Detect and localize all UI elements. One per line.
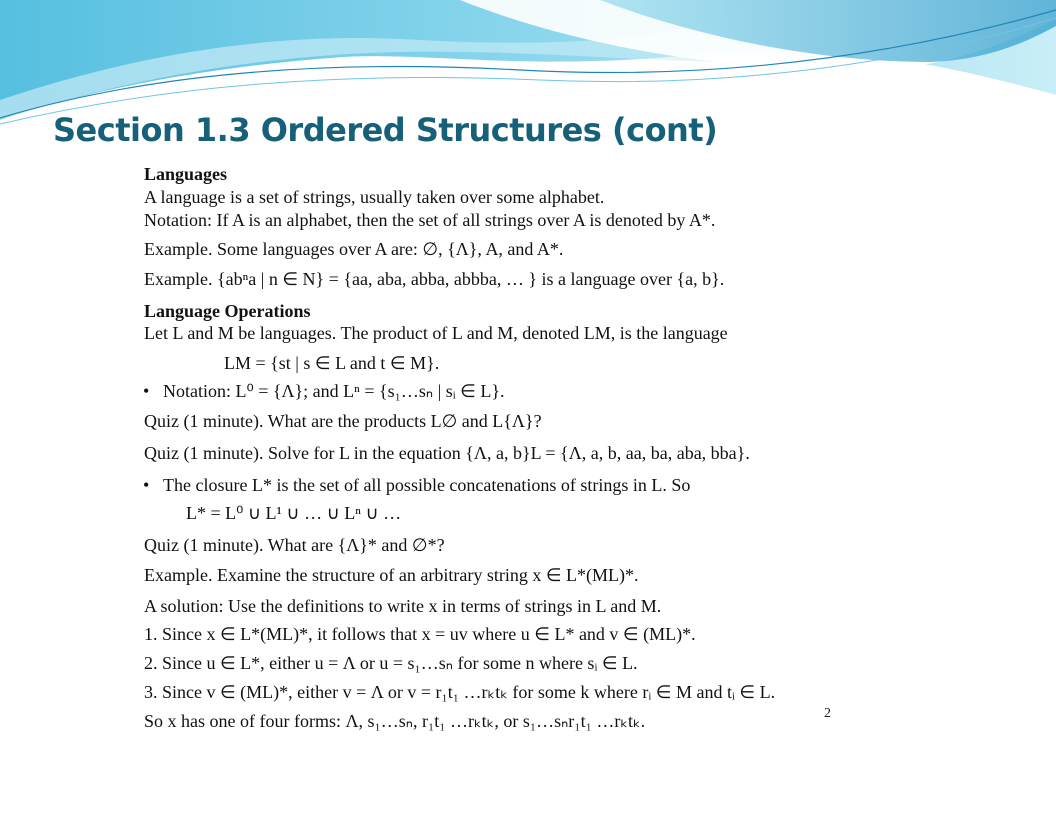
- closure-formula: L* = L⁰ ∪ L¹ ∪ … ∪ Lⁿ ∪ …: [186, 503, 402, 523]
- page-number: 2: [824, 706, 831, 721]
- bullet-glyph: •: [143, 475, 150, 495]
- notation-line: Notation: If A is an alphabet, then the set of all strings over A is denoted by A*.: [144, 210, 716, 230]
- closure-definition: The closure L* is the set of all possible concatenations of strings in L. So: [163, 475, 691, 495]
- solution-forms: So x has one of four forms: Λ, s₁…sₙ, r₁t₁ …rₖtₖ, or s₁…sₙr₁t₁ …rₖtₖ.: [144, 711, 646, 731]
- quiz-products: Quiz (1 minute). What are the products L∅ and L{Λ}?: [144, 411, 542, 431]
- solution-step-2: 2. Since u ∈ L*, either u = Λ or u = s₁…sₙ for some n where sᵢ ∈ L.: [144, 653, 638, 673]
- notation-power: Notation: L⁰ = {Λ}; and Lⁿ = {s₁…sₙ | sᵢ ∈ L}.: [163, 381, 505, 401]
- solution-step-1: 1. Since x ∈ L*(ML)*, it follows that x = uv where u ∈ L* and v ∈ (ML)*.: [144, 624, 696, 644]
- bullet-notation: [140, 380, 504, 402]
- quiz-solve-l: Quiz (1 minute). Solve for L in the equation {Λ, a, b}L = {Λ, a, b, aa, ba, aba, bba}.: [144, 443, 750, 463]
- example-structure: Example. Examine the structure of an arbitrary string x ∈ L*(ML)*.: [144, 565, 639, 585]
- heading-languages: Languages: [144, 164, 228, 184]
- slide-content-image: [140, 160, 836, 740]
- example-abna: Example. {abⁿa | n ∈ N} = {aa, aba, abba, abbba, … } is a language over {a, b}.: [144, 269, 725, 289]
- bullet-closure: [140, 474, 690, 496]
- example-languages: Example. Some languages over A are: ∅, {Λ}, A, and A*.: [144, 239, 564, 259]
- heading-language-operations: Language Operations: [144, 301, 311, 321]
- bullet-glyph: •: [143, 381, 150, 401]
- product-formula: LM = {st | s ∈ L and t ∈ M}.: [224, 353, 440, 373]
- solution-intro: A solution: Use the definitions to write x in terms of strings in L and M.: [144, 596, 662, 616]
- slide-title: Section 1.3 Ordered Structures (cont): [53, 111, 718, 149]
- product-definition: Let L and M be languages. The product of L and M, denoted LM, is the language: [144, 323, 728, 343]
- quiz-closures: Quiz (1 minute). What are {Λ}* and ∅*?: [144, 535, 445, 555]
- solution-step-3: 3. Since v ∈ (ML)*, either v = Λ or v = r₁t₁ …rₖtₖ for some k where rᵢ ∈ M and tᵢ ∈ L.: [144, 682, 776, 702]
- definition-language: A language is a set of strings, usually taken over some alphabet.: [144, 187, 605, 207]
